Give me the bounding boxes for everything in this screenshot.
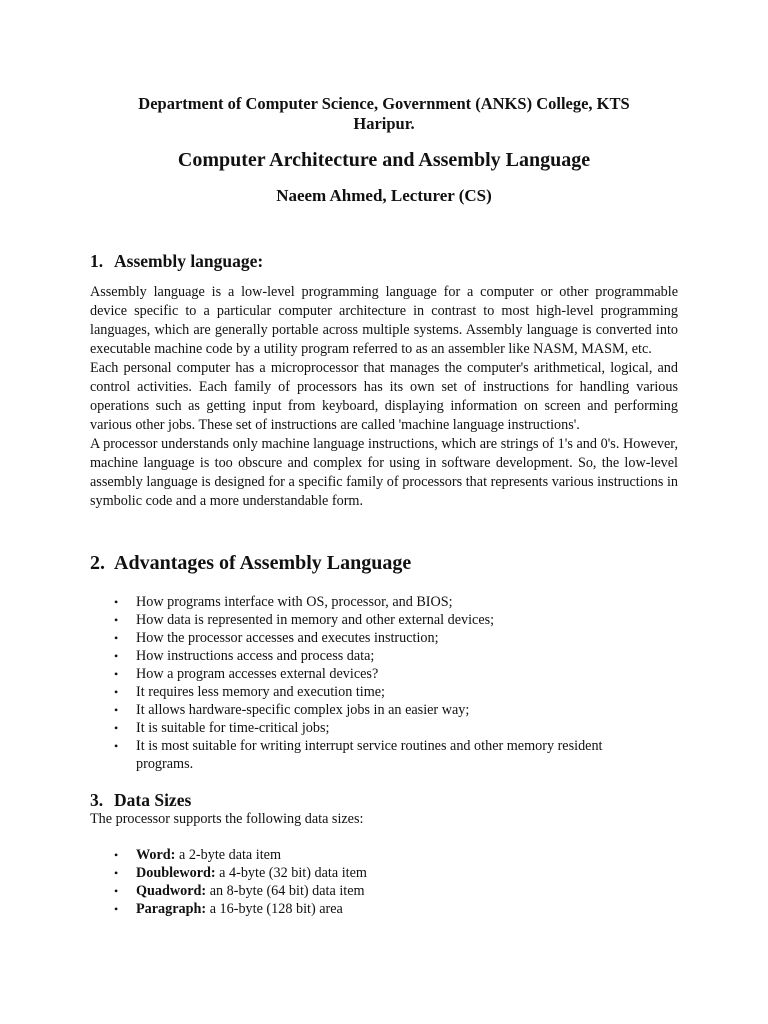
- list-item-text: It is suitable for time-critical jobs;: [136, 720, 330, 736]
- list-item: [90, 701, 650, 719]
- list-item-text: How the processor accesses and executes instruction;: [136, 630, 439, 646]
- bullet-icon: •: [114, 902, 119, 916]
- list-item-text: How programs interface with OS, processor, and BIOS;: [136, 594, 453, 610]
- list-item: [90, 864, 650, 882]
- section-number: 3.: [90, 790, 104, 810]
- term: Paragraph:: [136, 901, 207, 917]
- paragraph: Assembly language is a low-level programming language for a computer or other programmable device specific to a particular computer architecture in contrast to most high-level programming languages, which are generally portable across multiple systems. Assembly language is converted into executable machine code by a utility program referred to as an assembler like NASM, MASM, etc.: [90, 284, 678, 357]
- section-1-body: [90, 283, 678, 511]
- section-number: 1.: [90, 251, 104, 271]
- list-item-text: It is most suitable for writing interrupt service routines and other memory resident programs.: [136, 738, 603, 772]
- term: Word:: [136, 847, 176, 863]
- list-item-text: How data is represented in memory and other external devices;: [136, 612, 495, 628]
- section-title: Assembly language:: [114, 251, 264, 271]
- bullet-icon: •: [114, 703, 119, 717]
- bullet-icon: •: [114, 884, 119, 898]
- list-item-text: It allows hardware-specific complex jobs in an easier way;: [136, 702, 470, 718]
- document-header: [110, 94, 658, 206]
- term-description: a 16-byte (128 bit) area: [206, 901, 343, 917]
- bullet-icon: •: [114, 631, 119, 645]
- paragraph: A processor understands only machine language instructions, which are strings of 1's and 0's. However, machine language is too obscure and complex for using in software development. So, the low-level assembly language is designed for a specific family of processors that represents various instructions in symbolic code and a more understandable form.: [90, 436, 678, 509]
- list-item: [90, 846, 650, 864]
- list-item: [90, 647, 650, 665]
- bullet-icon: •: [114, 739, 119, 753]
- bullet-icon: •: [114, 667, 119, 681]
- bullet-icon: •: [114, 649, 119, 663]
- list-item-text: How a program accesses external devices?: [136, 666, 379, 682]
- bullet-icon: •: [114, 613, 119, 627]
- department-heading: Department of Computer Science, Government (ANKS) College, KTS Haripur.: [138, 94, 630, 133]
- list-item: [90, 882, 650, 900]
- term-description: a 2-byte data item: [175, 847, 281, 863]
- section-3-heading: [90, 790, 191, 810]
- list-item: [90, 737, 650, 773]
- advantages-list: [90, 593, 650, 773]
- term-description: an 8-byte (64 bit) data item: [206, 883, 365, 899]
- list-item: [90, 683, 650, 701]
- section-2-heading: [90, 551, 411, 575]
- list-item: [90, 900, 650, 918]
- term-description: a 4-byte (32 bit) data item: [215, 865, 367, 881]
- section-number: 2.: [90, 552, 105, 574]
- section-title: Advantages of Assembly Language: [114, 552, 412, 574]
- bullet-icon: •: [114, 595, 119, 609]
- list-item: [90, 629, 650, 647]
- section-1-heading: [90, 251, 263, 271]
- data-sizes-list: [90, 846, 650, 918]
- bullet-icon: •: [114, 685, 119, 699]
- term: Quadword:: [136, 883, 207, 899]
- list-item: [90, 719, 650, 737]
- section-3-intro: The processor supports the following data sizes:: [90, 811, 364, 827]
- list-item-text: It requires less memory and execution time;: [136, 684, 385, 700]
- list-item-text: How instructions access and process data;: [136, 648, 375, 664]
- section-title: Data Sizes: [114, 790, 192, 810]
- list-item: [90, 665, 650, 683]
- bullet-icon: •: [114, 848, 119, 862]
- bullet-icon: •: [114, 721, 119, 735]
- course-title: Computer Architecture and Assembly Language: [177, 149, 591, 171]
- list-item: [90, 611, 650, 629]
- paragraph: Each personal computer has a microprocessor that manages the computer's arithmetical, logical, and control activities. Each family of processors has its own set of instructions for handling various operations such as getting input from keyboard, displaying information on screen and performing various other jobs. These set of instructions are called 'machine language instructions'.: [90, 360, 678, 433]
- list-item: [90, 593, 650, 611]
- bullet-icon: •: [114, 866, 119, 880]
- author-line: Naeem Ahmed, Lecturer (CS): [276, 186, 492, 205]
- term: Doubleword:: [136, 865, 216, 881]
